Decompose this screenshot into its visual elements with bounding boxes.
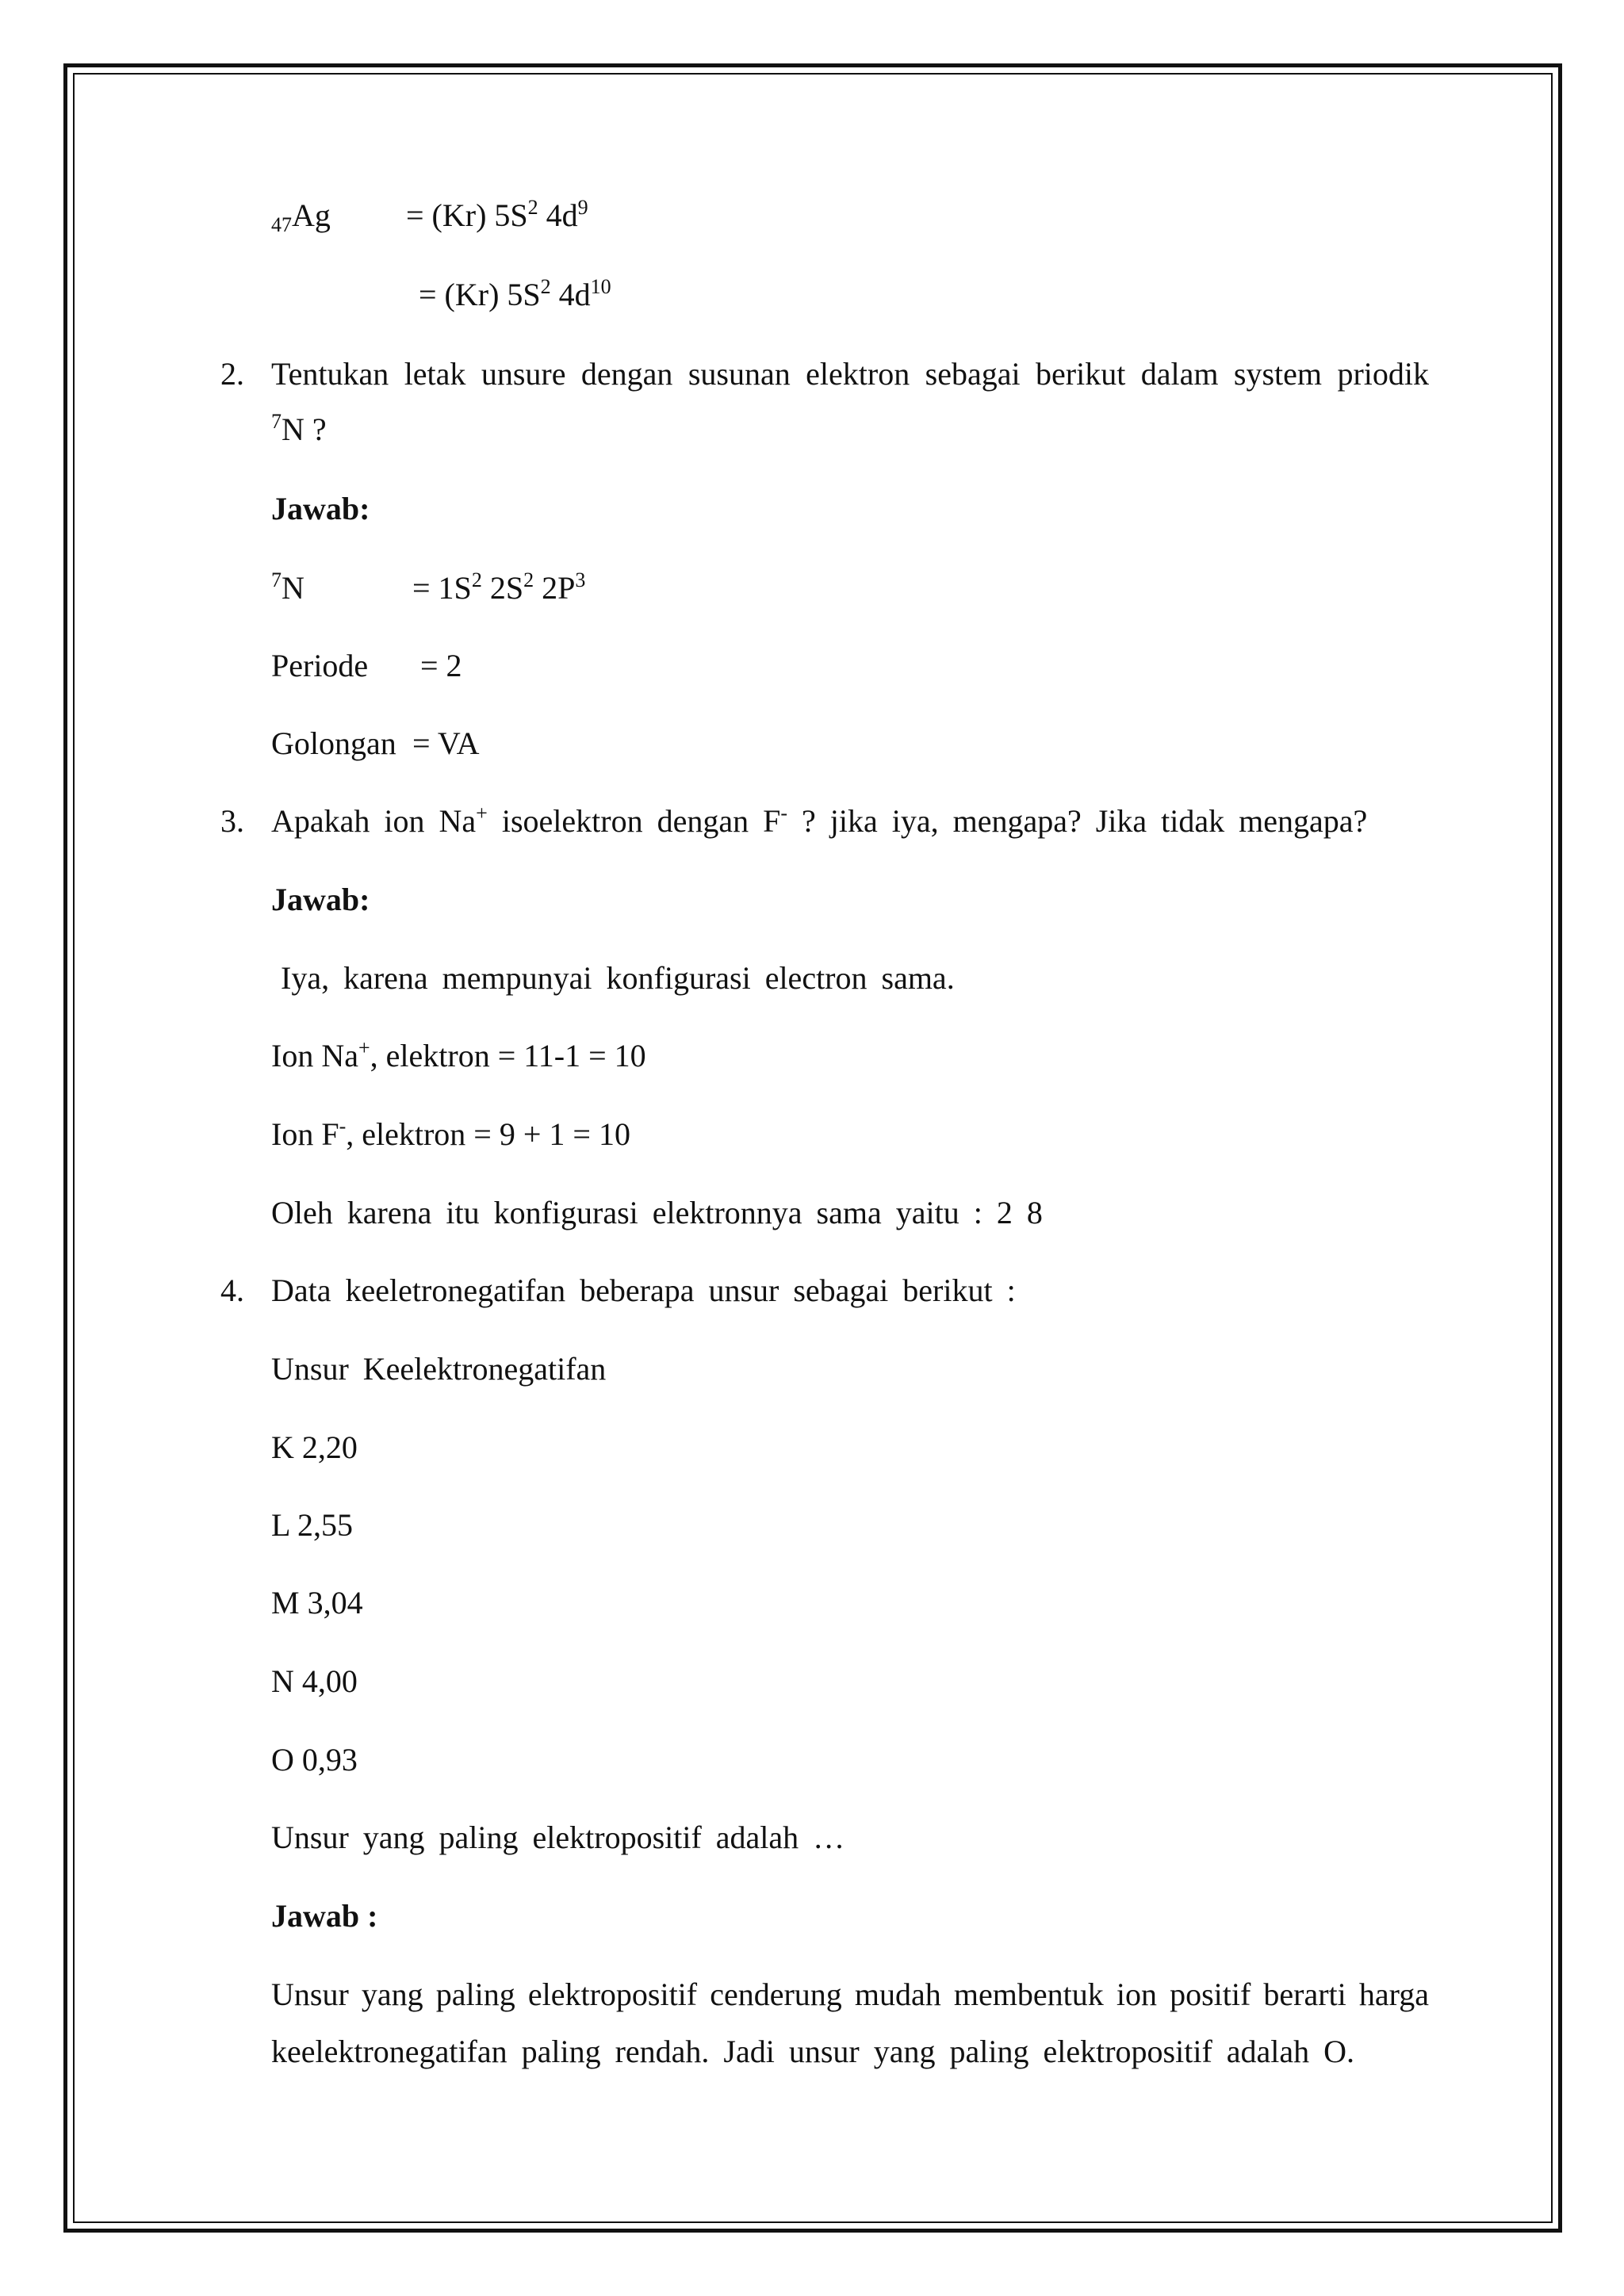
question-3-jawab: Jawab: bbox=[271, 882, 370, 917]
question-3-text: Apakah ion Na+ isoelektron dengan F- ? jika iya, mengapa? Jika tidak mengapa? bbox=[271, 802, 1368, 839]
ag-config-line-2: = (Kr) $5S^2$ $4d^{10}$ bbox=[419, 275, 611, 312]
periode-value: = 2 bbox=[420, 648, 462, 683]
periode-label: Periode bbox=[271, 648, 369, 683]
question-3-answer: Iya, karena mempunyai konfigurasi electron sama. bbox=[281, 960, 955, 996]
question-2-element: $^7$N ? bbox=[271, 410, 327, 447]
question-4-text: Data keeletronegatifan beberapa unsur sebagai berikut : bbox=[271, 1272, 1016, 1308]
question-2-text: Tentukan letak unsure dengan susunan elektron sebagai berikut dalam system priodik bbox=[271, 356, 1429, 392]
golongan-label: Golongan bbox=[271, 725, 396, 761]
question-2-jawab: Jawab: bbox=[271, 491, 370, 526]
question-2-number: 2. bbox=[220, 356, 244, 392]
question-4-answer-line-2: keelektronegatifan paling rendah. Jadi unsur yang paling elektropositif adalah O. bbox=[271, 2034, 1355, 2069]
table-header: Unsur Keelektronegatifan bbox=[271, 1351, 607, 1387]
n-config: = $1S^2$ $2S^2$ $2P^3$ bbox=[412, 568, 586, 606]
question-4-jawab: Jawab : bbox=[271, 1898, 378, 1934]
table-row: K 2,20 bbox=[271, 1429, 358, 1465]
table-row: L 2,55 bbox=[271, 1507, 353, 1543]
table-row: M 3,04 bbox=[271, 1585, 363, 1621]
n-symbol: $^7$N bbox=[271, 568, 304, 606]
table-row: N 4,00 bbox=[271, 1663, 358, 1699]
question-4-answer-line-1: Unsur yang paling elektropositif cenderung mudah membentuk ion positif berarti harga bbox=[271, 1976, 1429, 2012]
ag-symbol: $_{47}$Ag bbox=[271, 197, 331, 236]
question-3-number: 3. bbox=[220, 803, 244, 839]
table-row: O 0,93 bbox=[271, 1742, 358, 1777]
f-electron-count: Ion F-, elektron = 9 + 1 = 10 bbox=[271, 1115, 630, 1152]
question-4-prompt: Unsur yang paling elektropositif adalah … bbox=[271, 1820, 845, 1855]
na-electron-count: Ion Na+, elektron = 11-1 = 10 bbox=[271, 1036, 646, 1073]
ag-config-line-1: = (Kr) $5S^2$ $4d^9$ bbox=[406, 196, 588, 233]
question-3-conclusion: Oleh karena itu konfigurasi elektronnya sama yaitu : 2 8 bbox=[271, 1195, 1043, 1230]
golongan-value: = VA bbox=[412, 725, 480, 761]
question-4-number: 4. bbox=[220, 1272, 244, 1308]
